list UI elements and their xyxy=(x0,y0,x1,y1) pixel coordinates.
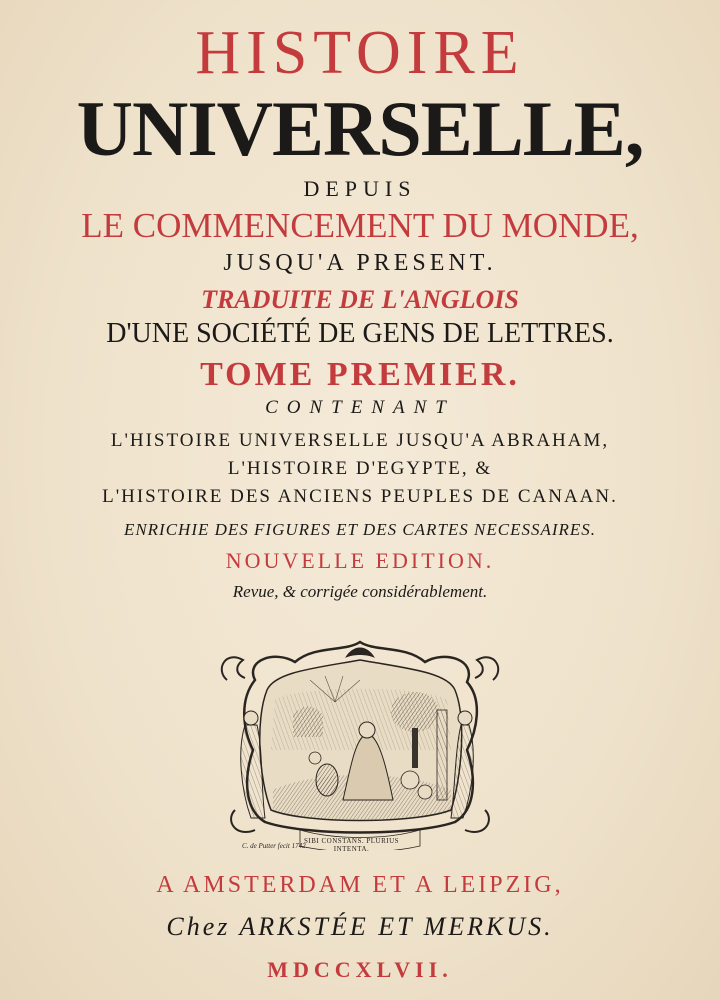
contents-line-3: L'HISTOIRE DES ANCIENS PEUPLES DE CANAAN. xyxy=(102,486,618,507)
vignette-motto xyxy=(304,837,399,853)
engraver-signature: C. de Putter fecit 1742. xyxy=(242,842,308,850)
vignette-motto-line-1: SIBI CONSTANS. PLURIUS xyxy=(304,837,400,845)
title-histoire: HISTOIRE xyxy=(195,19,525,87)
contenant-label: CONTENANT xyxy=(265,397,455,418)
imprint-place: A AMSTERDAM ET A LEIPZIG, xyxy=(156,872,564,898)
title-jusqua-present: JUSQU'A PRESENT. xyxy=(223,250,497,276)
enrichie-line: ENRICHIE DES FIGURES ET DES CARTES NECESSAIRES. xyxy=(123,520,597,539)
title-universelle: UNIVERSELLE, xyxy=(76,85,644,172)
volume-title: TOME PREMIER. xyxy=(200,356,520,393)
imprint-date: MDCCXLVII. xyxy=(267,957,453,982)
vignette-motto-line-2: INTENTA. xyxy=(333,845,370,853)
contents-line-1: L'HISTOIRE UNIVERSELLE JUSQU'A ABRAHAM, xyxy=(110,430,610,451)
edition-label: NOUVELLE EDITION. xyxy=(225,548,495,573)
title-societe: D'UNE SOCIÉTÉ DE GENS DE LETTRES. xyxy=(106,318,614,349)
title-depuis: DEPUIS xyxy=(303,176,417,201)
imprint-publisher: Chez ARKSTÉE ET MERKUS. xyxy=(166,912,554,941)
contents-line-2: L'HISTOIRE D'EGYPTE, & xyxy=(227,458,493,479)
title-commencement: LE COMMENCEMENT DU MONDE, xyxy=(81,206,639,245)
engraved-vignette xyxy=(215,640,505,850)
title-traduite: TRADUITE DE L'ANGLOIS xyxy=(201,285,519,314)
revue-line: Revue, & corrigée considérablement. xyxy=(232,582,488,601)
